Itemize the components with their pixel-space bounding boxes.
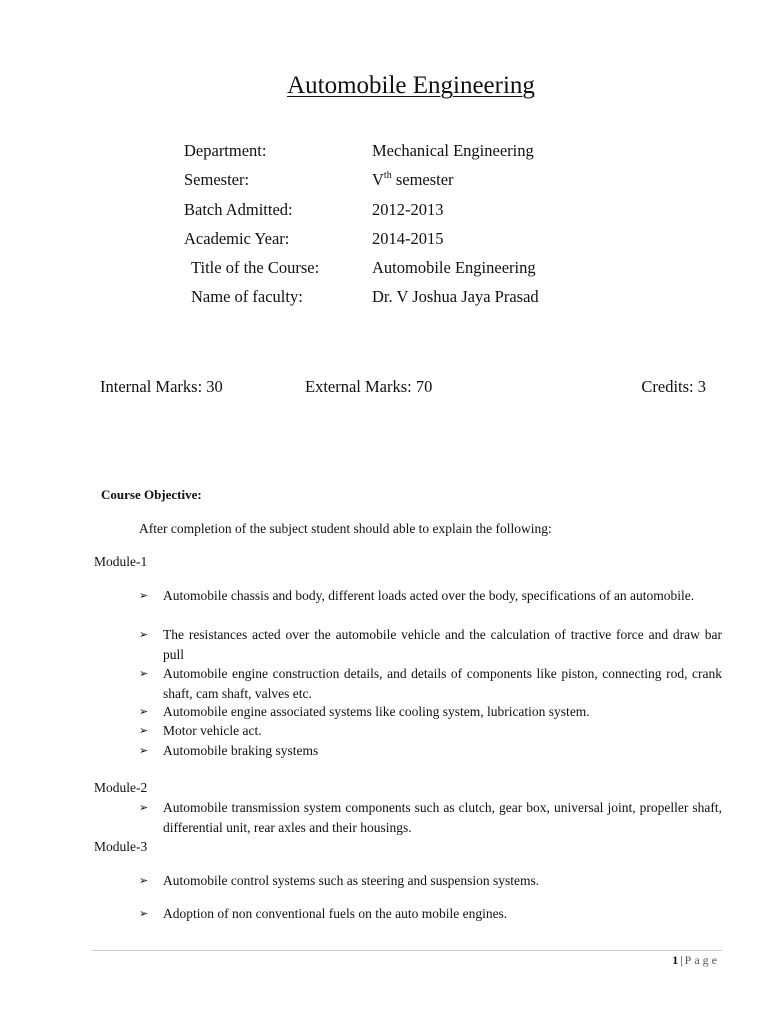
- module-label: Module-2: [94, 780, 148, 795]
- info-row-department: [0, 139, 768, 163]
- info-label: Title of the Course:: [191, 258, 320, 277]
- page-footer: [672, 952, 720, 968]
- list-item: [139, 904, 722, 924]
- page-word: Page: [684, 953, 720, 967]
- info-value: [372, 168, 454, 192]
- info-row-faculty: [0, 285, 768, 309]
- semester-suffix: semester: [391, 170, 454, 189]
- bullet-arrow-icon: ➢: [139, 589, 149, 602]
- info-value: 2014-2015: [372, 229, 444, 248]
- internal-marks: Internal Marks: 30: [100, 377, 223, 396]
- list-item-text: Automobile braking systems: [163, 743, 319, 758]
- info-value: 2012-2013: [372, 200, 444, 219]
- info-value: Automobile Engineering: [372, 258, 536, 277]
- bullet-arrow-icon: ➢: [139, 628, 149, 641]
- course-objective-heading: Course Objective:: [101, 487, 202, 502]
- list-item: [139, 741, 722, 761]
- info-row-course-title: [0, 256, 768, 280]
- list-item-text: The resistances acted over the automobile vehicle and the calculation of tractive force and draw bar pull: [163, 627, 722, 662]
- course-objective-intro: After completion of the subject student should able to explain the following:: [139, 521, 552, 536]
- bullet-arrow-icon: ➢: [139, 724, 149, 737]
- list-item: [139, 871, 722, 891]
- info-label: Academic Year:: [184, 229, 290, 248]
- info-label: Batch Admitted:: [184, 200, 293, 219]
- list-item-text: Automobile control systems such as steering and suspension systems.: [163, 873, 540, 888]
- credits: Credits: 3: [641, 377, 706, 396]
- bullet-arrow-icon: ➢: [139, 874, 149, 887]
- list-item-text: Automobile engine construction details, and details of components like piston, connecting rod, crank shaft, cam shaft, valves etc.: [163, 666, 722, 701]
- bullet-arrow-icon: ➢: [139, 667, 149, 680]
- info-row-batch: [0, 198, 768, 222]
- info-value: Mechanical Engineering: [372, 141, 534, 160]
- list-item: [139, 625, 722, 664]
- list-item: [139, 702, 722, 722]
- list-item-text: Automobile transmission system components such as clutch, gear box, universal joint, propeller shaft, differential unit, rear axles and their housings.: [163, 800, 722, 835]
- module-label: Module-1: [94, 554, 148, 569]
- bullet-arrow-icon: ➢: [139, 705, 149, 718]
- list-item-text: Automobile chassis and body, different loads acted over the body, specifications of an automobile.: [163, 588, 695, 603]
- list-item-text: Motor vehicle act.: [163, 723, 262, 738]
- list-item-text: Automobile engine associated systems like cooling system, lubrication system.: [163, 704, 590, 719]
- list-item: [139, 721, 722, 741]
- bullet-arrow-icon: ➢: [139, 801, 149, 814]
- list-item-text: Adoption of non conventional fuels on the auto mobile engines.: [163, 906, 508, 921]
- bullet-arrow-icon: ➢: [139, 744, 149, 757]
- bullet-arrow-icon: ➢: [139, 907, 149, 920]
- list-item: [139, 664, 722, 703]
- list-item: [139, 586, 722, 606]
- document-title: Automobile Engineering: [287, 72, 535, 99]
- info-value: Dr. V Joshua Jaya Prasad: [372, 287, 539, 306]
- module-label: Module-3: [94, 839, 148, 854]
- info-label: Semester:: [184, 170, 250, 189]
- info-label: Department:: [184, 141, 267, 160]
- info-row-academic-year: [0, 227, 768, 251]
- info-row-semester: [0, 168, 768, 192]
- semester-superscript: th: [383, 170, 392, 181]
- page-separator: |: [680, 953, 683, 967]
- page-number: 1: [672, 953, 679, 967]
- external-marks: External Marks: 70: [305, 377, 433, 396]
- footer-divider: [92, 950, 722, 951]
- list-item: [139, 798, 722, 837]
- info-label: Name of faculty:: [191, 287, 303, 306]
- semester-numeral: V: [372, 170, 384, 189]
